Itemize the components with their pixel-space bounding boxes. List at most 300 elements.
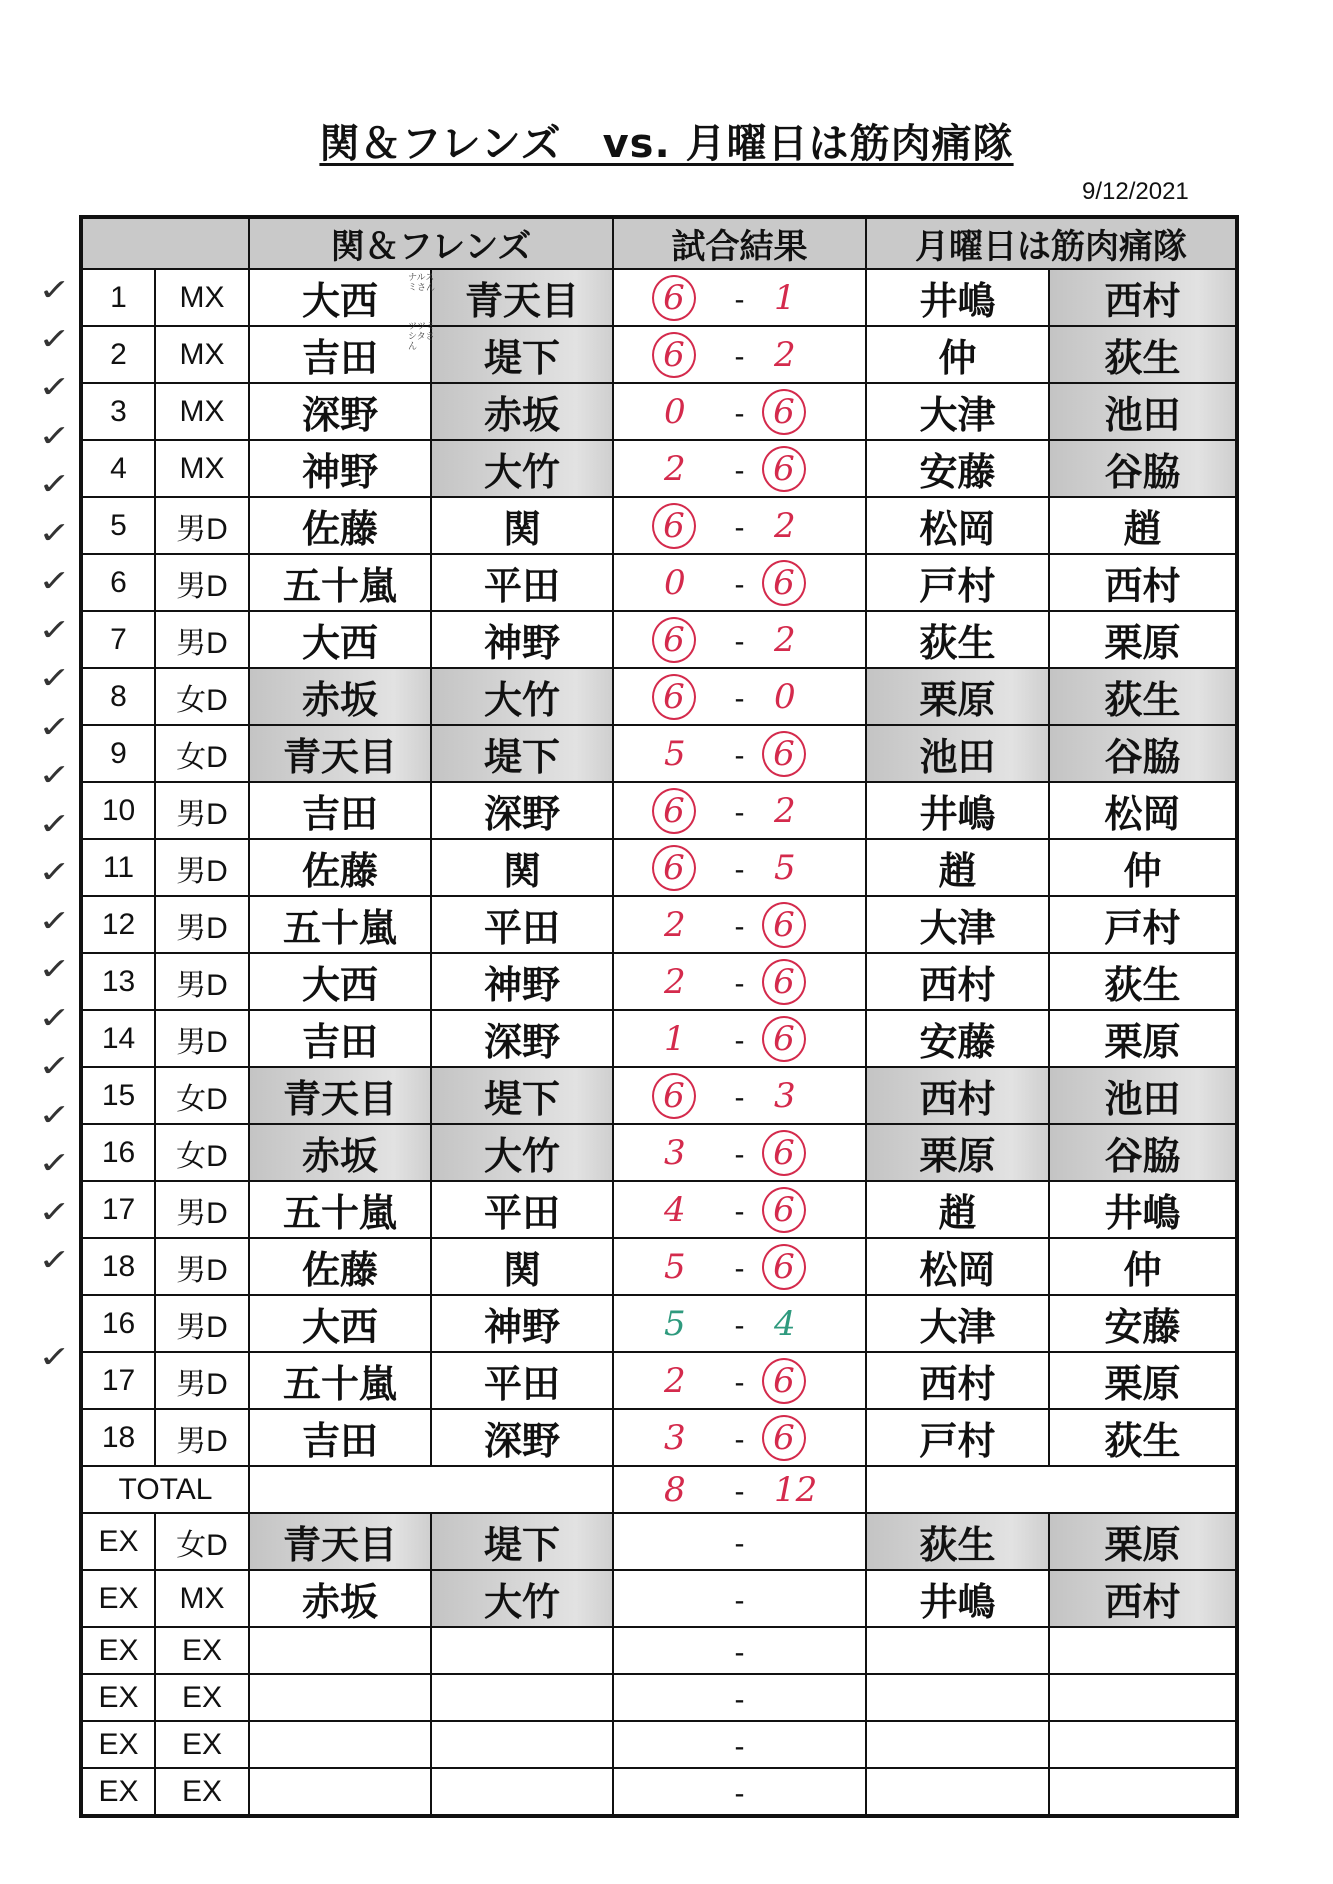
team-a-player-1 bbox=[249, 1674, 431, 1721]
team-b-player-2: 谷脇 bbox=[1049, 1124, 1237, 1181]
match-number: 16 bbox=[81, 1295, 155, 1352]
match-number: 5 bbox=[81, 497, 155, 554]
match-row bbox=[81, 668, 1237, 725]
team-b-player-2: 荻生 bbox=[1049, 326, 1237, 383]
extra-match-type: EX bbox=[155, 1627, 249, 1674]
match-score bbox=[613, 269, 866, 326]
team-a-player-2 bbox=[431, 1627, 613, 1674]
header-blank bbox=[81, 217, 249, 269]
score-dash: - bbox=[734, 1365, 745, 1399]
match-type: 女D bbox=[155, 1067, 249, 1124]
score-team-b: 4 bbox=[774, 1303, 796, 1344]
extra-match-score bbox=[613, 1674, 866, 1721]
score-team-b: 6 bbox=[762, 1016, 806, 1062]
total-label: TOTAL bbox=[81, 1466, 249, 1513]
sheet-title: 関＆フレンズ vs. 月曜日は筋肉痛隊 bbox=[319, 121, 1014, 167]
team-b-player-1 bbox=[866, 1768, 1049, 1816]
match-score bbox=[613, 1124, 866, 1181]
extra-match-number: EX bbox=[81, 1627, 155, 1674]
team-a-player-1: 五十嵐 bbox=[249, 896, 431, 953]
score-team-a: 6 bbox=[652, 788, 696, 834]
match-row bbox=[81, 839, 1237, 896]
match-date: 9/12/2021 bbox=[1082, 178, 1189, 205]
team-a-player-1: 佐藤 bbox=[249, 1238, 431, 1295]
team-b-player-1: 大津 bbox=[866, 1295, 1049, 1352]
score-team-b: 6 bbox=[762, 1415, 806, 1461]
check-mark: ✓ bbox=[38, 467, 71, 502]
team-a-player-2: 関 bbox=[431, 497, 613, 554]
match-number: 18 bbox=[81, 1238, 155, 1295]
team-b-player-2 bbox=[1049, 1627, 1237, 1674]
match-number: 13 bbox=[81, 953, 155, 1010]
extra-match-score bbox=[613, 1721, 866, 1768]
team-b-player-2: 荻生 bbox=[1049, 953, 1237, 1010]
team-b-player-1: 荻生 bbox=[866, 611, 1049, 668]
table-header bbox=[81, 217, 1237, 269]
extra-match-score bbox=[613, 1627, 866, 1674]
score-dash: - bbox=[734, 1023, 745, 1057]
score-team-a: 6 bbox=[652, 275, 696, 321]
team-a-player-1: 吉田 bbox=[249, 1010, 431, 1067]
extra-match-score bbox=[613, 1570, 866, 1627]
score-team-a: 5 bbox=[664, 1246, 686, 1287]
score-team-b: 2 bbox=[774, 505, 796, 546]
match-number: 3 bbox=[81, 383, 155, 440]
team-a-player-2: 関 bbox=[431, 839, 613, 896]
team-a-player-2: 大竹 bbox=[431, 440, 613, 497]
match-type: 男D bbox=[155, 1409, 249, 1466]
match-number: 7 bbox=[81, 611, 155, 668]
match-number: 12 bbox=[81, 896, 155, 953]
extra-match-type: MX bbox=[155, 1570, 249, 1627]
score-team-b: 6 bbox=[762, 389, 806, 435]
match-row bbox=[81, 383, 1237, 440]
match-score bbox=[613, 839, 866, 896]
score-team-b: 2 bbox=[774, 334, 796, 375]
team-a-player-2 bbox=[431, 1768, 613, 1816]
score-team-a: 4 bbox=[664, 1189, 686, 1230]
score-team-a: 2 bbox=[664, 1360, 686, 1401]
match-score bbox=[613, 896, 866, 953]
score-dash: - bbox=[734, 1194, 745, 1228]
team-a-player-1: 大西 bbox=[249, 1295, 431, 1352]
team-b-player-1: 栗原 bbox=[866, 668, 1049, 725]
team-b-player-1: 安藤 bbox=[866, 1010, 1049, 1067]
check-mark: ✓ bbox=[38, 418, 71, 454]
team-b-player-2: 西村 bbox=[1049, 1570, 1237, 1627]
team-b-player-1: 戸村 bbox=[866, 1409, 1049, 1466]
team-a-player-1: 赤坂 bbox=[249, 1570, 431, 1627]
check-mark: ✓ bbox=[38, 1097, 71, 1133]
match-row bbox=[81, 1010, 1237, 1067]
score-dash: - bbox=[734, 1682, 745, 1716]
check-mark: ✓ bbox=[38, 1340, 71, 1375]
check-mark: ✓ bbox=[38, 515, 71, 551]
match-type: 男D bbox=[155, 839, 249, 896]
score-team-b: 6 bbox=[762, 902, 806, 948]
score-team-a: 0 bbox=[664, 562, 686, 603]
extra-match-type: EX bbox=[155, 1768, 249, 1816]
team-a-player-2: 平田 bbox=[431, 1352, 613, 1409]
extra-match-type: EX bbox=[155, 1721, 249, 1768]
team-a-player-1: 大西 bbox=[249, 611, 431, 668]
team-a-player-1: 深野 bbox=[249, 383, 431, 440]
score-team-b: 6 bbox=[762, 446, 806, 492]
match-row bbox=[81, 1352, 1237, 1409]
extra-match-number: EX bbox=[81, 1721, 155, 1768]
match-score bbox=[613, 1010, 866, 1067]
match-type: MX bbox=[155, 269, 249, 326]
team-a-player-2 bbox=[431, 1674, 613, 1721]
check-mark: ✓ bbox=[38, 321, 71, 357]
match-score bbox=[613, 611, 866, 668]
team-b-player-1 bbox=[866, 1674, 1049, 1721]
match-number: 9 bbox=[81, 725, 155, 782]
match-row bbox=[81, 1124, 1237, 1181]
team-a-player-2: 深野 bbox=[431, 1409, 613, 1466]
team-b-player-1: 荻生 bbox=[866, 1513, 1049, 1570]
extra-match-row bbox=[81, 1674, 1237, 1721]
score-team-b: 5 bbox=[774, 847, 796, 888]
score-team-a: 0 bbox=[664, 391, 686, 432]
team-b-player-1: 趙 bbox=[866, 1181, 1049, 1238]
score-dash: - bbox=[734, 1635, 745, 1669]
check-mark: ✓ bbox=[38, 564, 71, 599]
match-number: 10 bbox=[81, 782, 155, 839]
score-team-b: 0 bbox=[774, 676, 796, 717]
team-b-player-1: 井嶋 bbox=[866, 1570, 1049, 1627]
team-b-player-1: 井嶋 bbox=[866, 269, 1049, 326]
team-a-player-1: 青天目 bbox=[249, 725, 431, 782]
check-mark: ✓ bbox=[38, 1049, 71, 1084]
match-type: 男D bbox=[155, 554, 249, 611]
score-team-a: 6 bbox=[652, 332, 696, 378]
match-row bbox=[81, 782, 1237, 839]
score-dash: - bbox=[734, 1080, 745, 1114]
team-b-player-2: 栗原 bbox=[1049, 1513, 1237, 1570]
extra-match-row bbox=[81, 1627, 1237, 1674]
team-b-player-2: 栗原 bbox=[1049, 1352, 1237, 1409]
team-a-player-1: 大西 bbox=[249, 953, 431, 1010]
team-b-player-2: 井嶋 bbox=[1049, 1181, 1237, 1238]
match-row bbox=[81, 953, 1237, 1010]
match-type: 女D bbox=[155, 668, 249, 725]
header-team-a: 関＆フレンズ bbox=[249, 217, 613, 269]
team-a-player-1: 佐藤 bbox=[249, 839, 431, 896]
match-number: 11 bbox=[81, 839, 155, 896]
score-dash: - bbox=[734, 681, 745, 715]
team-a-player-1: 大西 bbox=[249, 269, 431, 326]
check-mark: ✓ bbox=[38, 1146, 71, 1181]
match-row bbox=[81, 896, 1237, 953]
score-dash: - bbox=[734, 282, 745, 316]
extra-match-number: EX bbox=[81, 1674, 155, 1721]
check-mark: ✓ bbox=[38, 855, 71, 890]
match-type: 男D bbox=[155, 497, 249, 554]
team-a-player-1: 赤坂 bbox=[249, 1124, 431, 1181]
team-b-player-1: 栗原 bbox=[866, 1124, 1049, 1181]
score-team-a: 6 bbox=[652, 503, 696, 549]
score-team-a: 3 bbox=[664, 1132, 686, 1173]
team-a-player-2: 平田 bbox=[431, 896, 613, 953]
check-mark: ✓ bbox=[38, 370, 71, 405]
match-type: 男D bbox=[155, 782, 249, 839]
score-team-b: 2 bbox=[774, 790, 796, 831]
match-number: 4 bbox=[81, 440, 155, 497]
check-mark: ✓ bbox=[38, 758, 71, 793]
extra-match-score bbox=[613, 1513, 866, 1570]
team-b-player-2: 池田 bbox=[1049, 1067, 1237, 1124]
team-b-player-2 bbox=[1049, 1721, 1237, 1768]
match-row bbox=[81, 1409, 1237, 1466]
team-a-player-2: 堤下 bbox=[431, 1067, 613, 1124]
check-mark: ✓ bbox=[38, 1000, 71, 1036]
team-b-player-1: 戸村 bbox=[866, 554, 1049, 611]
score-dash: - bbox=[734, 1251, 745, 1285]
score-team-b: 6 bbox=[762, 1130, 806, 1176]
team-a-player-1: 赤坂 bbox=[249, 668, 431, 725]
score-team-a: 6 bbox=[652, 1073, 696, 1119]
team-b-player-1: 趙 bbox=[866, 839, 1049, 896]
match-number: 1 bbox=[81, 269, 155, 326]
match-type: MX bbox=[155, 440, 249, 497]
team-b-player-1: 大津 bbox=[866, 896, 1049, 953]
extra-match-row bbox=[81, 1721, 1237, 1768]
team-a-player-2: 神野 bbox=[431, 611, 613, 668]
team-b-player-2 bbox=[1049, 1768, 1237, 1816]
match-number: 2 bbox=[81, 326, 155, 383]
team-b-player-2: 谷脇 bbox=[1049, 440, 1237, 497]
team-b-player-2: 栗原 bbox=[1049, 611, 1237, 668]
total-score bbox=[613, 1466, 866, 1513]
score-team-a: 2 bbox=[664, 448, 686, 489]
score-team-b: 6 bbox=[762, 959, 806, 1005]
total-dash: - bbox=[734, 1474, 745, 1508]
check-mark: ✓ bbox=[38, 709, 71, 745]
match-number: 18 bbox=[81, 1409, 155, 1466]
match-score bbox=[613, 953, 866, 1010]
team-b-player-1 bbox=[866, 1627, 1049, 1674]
check-mark: ✓ bbox=[38, 1243, 71, 1278]
score-dash: - bbox=[734, 567, 745, 601]
match-row bbox=[81, 1295, 1237, 1352]
team-b-player-2: 池田 bbox=[1049, 383, 1237, 440]
score-dash: - bbox=[734, 795, 745, 829]
team-b-player-2: 栗原 bbox=[1049, 1010, 1237, 1067]
team-a-player-2: 深野 bbox=[431, 1010, 613, 1067]
extra-match-score bbox=[613, 1768, 866, 1816]
team-b-player-2: 仲 bbox=[1049, 839, 1237, 896]
match-type: 男D bbox=[155, 1181, 249, 1238]
extra-match-type: 女D bbox=[155, 1513, 249, 1570]
team-a-player-2: 関 bbox=[431, 1238, 613, 1295]
match-score bbox=[613, 1352, 866, 1409]
team-a-player-1: 青天目 bbox=[249, 1067, 431, 1124]
match-number: 17 bbox=[81, 1181, 155, 1238]
match-type: 女D bbox=[155, 1124, 249, 1181]
match-score bbox=[613, 383, 866, 440]
score-team-a: 3 bbox=[664, 1417, 686, 1458]
score-dash: - bbox=[734, 1583, 745, 1617]
score-dash: - bbox=[734, 1776, 745, 1810]
extra-match-number: EX bbox=[81, 1768, 155, 1816]
score-dash: - bbox=[734, 966, 745, 1000]
match-score bbox=[613, 1295, 866, 1352]
team-b-player-2: 西村 bbox=[1049, 554, 1237, 611]
match-type: 男D bbox=[155, 1352, 249, 1409]
match-row bbox=[81, 1238, 1237, 1295]
extra-match-row bbox=[81, 1768, 1237, 1816]
score-team-a: 6 bbox=[652, 845, 696, 891]
check-mark: ✓ bbox=[38, 952, 71, 987]
team-a-player-1: 五十嵐 bbox=[249, 1352, 431, 1409]
total-team-b: 12 bbox=[774, 1469, 818, 1510]
team-b-player-2: 松岡 bbox=[1049, 782, 1237, 839]
team-a-player-1: 吉田 bbox=[249, 782, 431, 839]
match-score bbox=[613, 554, 866, 611]
score-team-a: 5 bbox=[664, 1303, 686, 1344]
match-type: 男D bbox=[155, 953, 249, 1010]
total-team-a: 8 bbox=[664, 1469, 686, 1510]
match-score bbox=[613, 497, 866, 554]
team-a-player-2 bbox=[431, 1721, 613, 1768]
team-b-player-1: 井嶋 bbox=[866, 782, 1049, 839]
team-a-player-2: 大竹 bbox=[431, 1124, 613, 1181]
match-row bbox=[81, 269, 1237, 326]
team-b-player-1: 安藤 bbox=[866, 440, 1049, 497]
team-a-player-2: 堤下 bbox=[431, 326, 613, 383]
team-b-player-1: 仲 bbox=[866, 326, 1049, 383]
match-type: 男D bbox=[155, 896, 249, 953]
match-score bbox=[613, 782, 866, 839]
score-dash: - bbox=[734, 1422, 745, 1456]
team-a-player-2: 堤下 bbox=[431, 725, 613, 782]
team-a-player-2: 赤坂 bbox=[431, 383, 613, 440]
score-team-b: 6 bbox=[762, 1187, 806, 1233]
total-row bbox=[81, 1466, 1237, 1513]
team-b-player-1: 池田 bbox=[866, 725, 1049, 782]
extra-match-row bbox=[81, 1570, 1237, 1627]
score-team-b: 2 bbox=[774, 619, 796, 660]
team-a-player-2: 大竹 bbox=[431, 668, 613, 725]
score-dash: - bbox=[734, 738, 745, 772]
total-team-b-blank bbox=[866, 1466, 1237, 1513]
extra-match-number: EX bbox=[81, 1513, 155, 1570]
match-score bbox=[613, 725, 866, 782]
score-team-b: 1 bbox=[774, 277, 796, 318]
match-row bbox=[81, 497, 1237, 554]
score-team-a: 6 bbox=[652, 617, 696, 663]
team-a-player-1: 佐藤 bbox=[249, 497, 431, 554]
handwritten-note: ナルスミさん bbox=[408, 273, 436, 293]
score-dash: - bbox=[734, 852, 745, 886]
check-mark: ✓ bbox=[38, 273, 71, 308]
score-dash: - bbox=[734, 624, 745, 658]
match-type: 男D bbox=[155, 611, 249, 668]
team-b-player-1: 大津 bbox=[866, 383, 1049, 440]
team-a-player-1 bbox=[249, 1627, 431, 1674]
match-number: 17 bbox=[81, 1352, 155, 1409]
team-b-player-2: 谷脇 bbox=[1049, 725, 1237, 782]
team-b-player-2: 西村 bbox=[1049, 269, 1237, 326]
match-type: 女D bbox=[155, 725, 249, 782]
team-b-player-2: 荻生 bbox=[1049, 1409, 1237, 1466]
header-result: 試合結果 bbox=[613, 217, 866, 269]
check-mark: ✓ bbox=[38, 806, 71, 842]
team-b-player-2: 荻生 bbox=[1049, 668, 1237, 725]
team-b-player-1: 西村 bbox=[866, 1067, 1049, 1124]
score-dash: - bbox=[734, 510, 745, 544]
score-team-b: 6 bbox=[762, 1244, 806, 1290]
team-a-player-1: 五十嵐 bbox=[249, 554, 431, 611]
header-team-b: 月曜日は筋肉痛隊 bbox=[866, 217, 1237, 269]
team-a-player-2: 神野 bbox=[431, 1295, 613, 1352]
score-team-a: 2 bbox=[664, 961, 686, 1002]
score-dash: - bbox=[734, 909, 745, 943]
match-type: 男D bbox=[155, 1238, 249, 1295]
match-number: 14 bbox=[81, 1010, 155, 1067]
match-score bbox=[613, 668, 866, 725]
team-b-player-1: 西村 bbox=[866, 1352, 1049, 1409]
total-team-a-blank bbox=[249, 1466, 613, 1513]
score-team-b: 6 bbox=[762, 1358, 806, 1404]
score-dash: - bbox=[734, 1526, 745, 1560]
match-row bbox=[81, 725, 1237, 782]
score-dash: - bbox=[734, 1137, 745, 1171]
team-a-player-1: 青天目 bbox=[249, 1513, 431, 1570]
check-mark: ✓ bbox=[38, 1194, 71, 1230]
team-b-player-2 bbox=[1049, 1674, 1237, 1721]
score-dash: - bbox=[734, 1308, 745, 1342]
score-dash: - bbox=[734, 1729, 745, 1763]
team-b-player-2: 仲 bbox=[1049, 1238, 1237, 1295]
team-a-player-2: 平田 bbox=[431, 554, 613, 611]
team-b-player-2: 戸村 bbox=[1049, 896, 1237, 953]
team-a-player-1: 吉田 bbox=[249, 1409, 431, 1466]
match-score bbox=[613, 1067, 866, 1124]
match-number: 16 bbox=[81, 1124, 155, 1181]
check-mark: ✓ bbox=[38, 612, 71, 648]
team-b-player-2: 趙 bbox=[1049, 497, 1237, 554]
match-type: 男D bbox=[155, 1010, 249, 1067]
check-mark: ✓ bbox=[38, 661, 71, 696]
match-row bbox=[81, 554, 1237, 611]
score-team-a: 1 bbox=[664, 1018, 686, 1059]
check-mark: ✓ bbox=[38, 903, 71, 939]
team-b-player-1: 松岡 bbox=[866, 497, 1049, 554]
match-number: 6 bbox=[81, 554, 155, 611]
team-b-player-1: 西村 bbox=[866, 953, 1049, 1010]
score-dash: - bbox=[734, 453, 745, 487]
score-team-b: 3 bbox=[774, 1075, 796, 1116]
extra-match-number: EX bbox=[81, 1570, 155, 1627]
match-row bbox=[81, 326, 1237, 383]
score-team-b: 6 bbox=[762, 731, 806, 777]
match-row bbox=[81, 611, 1237, 668]
team-a-player-2: 神野 bbox=[431, 953, 613, 1010]
team-a-player-2: 堤下 bbox=[431, 1513, 613, 1570]
match-row bbox=[81, 440, 1237, 497]
team-a-player-2: 深野 bbox=[431, 782, 613, 839]
score-table bbox=[79, 215, 1239, 1818]
extra-match-type: EX bbox=[155, 1674, 249, 1721]
team-a-player-1: 五十嵐 bbox=[249, 1181, 431, 1238]
team-a-player-2: 青天目 bbox=[431, 269, 613, 326]
team-a-player-1 bbox=[249, 1721, 431, 1768]
team-a-player-1 bbox=[249, 1768, 431, 1816]
match-score bbox=[613, 1409, 866, 1466]
match-score bbox=[613, 326, 866, 383]
